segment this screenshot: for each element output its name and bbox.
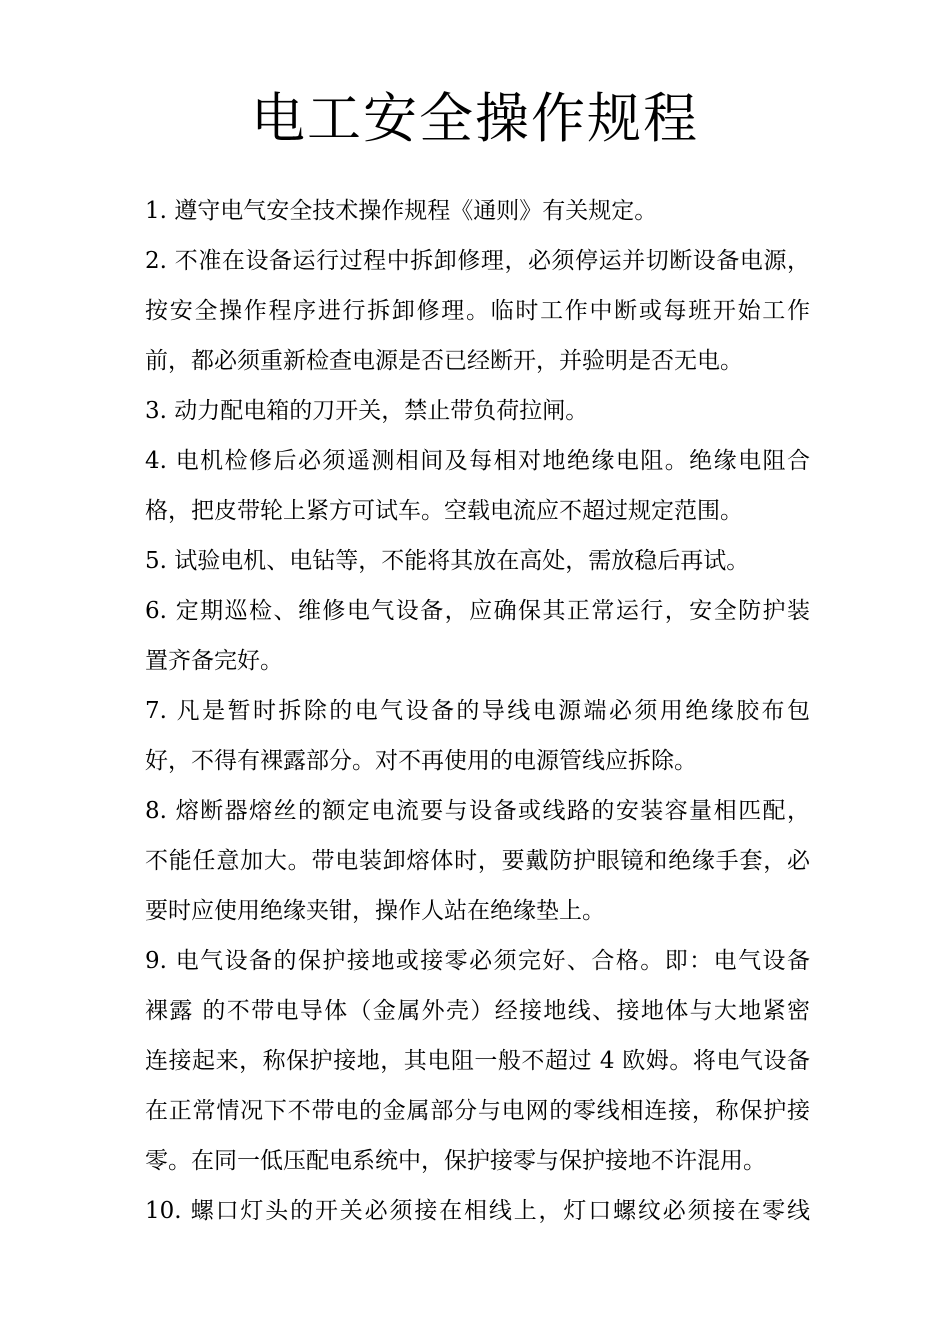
text-line: 7. 凡是暂时拆除的电气设备的导线电源端必须用绝缘胶布包 bbox=[145, 698, 810, 724]
text-line: 1. 遵守电气安全技术操作规程《通则》有关规定。 bbox=[145, 198, 658, 224]
text-line: 9. 电气设备的保护接地或接零必须完好、合格。即：电气设备 bbox=[145, 948, 810, 974]
text-line: 要时应使用绝缘夹钳，操作人站在绝缘垫上。 bbox=[145, 898, 605, 924]
text-line: 2. 不准在设备运行过程中拆卸修理，必须停运并切断设备电源， bbox=[145, 248, 810, 274]
text-line: 裸露 的不带电导体（金属外壳）经接地线、接地体与大地紧密 bbox=[145, 998, 810, 1024]
text-line: 格，把皮带轮上紧方可试车。空载电流应不超过规定范围。 bbox=[145, 498, 743, 524]
text-line: 好，不得有裸露部分。对不再使用的电源管线应拆除。 bbox=[145, 748, 697, 774]
text-line: 6. 定期巡检、维修电气设备，应确保其正常运行，安全防护装 bbox=[145, 598, 810, 624]
text-line: 不能任意加大。带电装卸熔体时，要戴防护眼镜和绝缘手套，必 bbox=[145, 848, 810, 874]
text-line: 置齐备完好。 bbox=[145, 648, 283, 674]
text-line: 8. 熔断器熔丝的额定电流要与设备或线路的安装容量相匹配， bbox=[145, 798, 810, 824]
text-line: 在正常情况下不带电的金属部分与电网的零线相连接，称保护接 bbox=[145, 1098, 810, 1124]
text-line: 4. 电机检修后必须遥测相间及每相对地绝缘电阻。绝缘电阻合 bbox=[145, 448, 810, 474]
text-line: 零。在同一低压配电系统中，保护接零与保护接地不许混用。 bbox=[145, 1148, 766, 1174]
text-line: 3. 动力配电箱的刀开关，禁止带负荷拉闸。 bbox=[145, 398, 589, 424]
text-line: 连接起来，称保护接地，其电阻一般不超过 4 欧姆。将电气设备 bbox=[145, 1048, 810, 1074]
text-line: 按安全操作程序进行拆卸修理。临时工作中断或每班开始工作 bbox=[145, 298, 810, 324]
document-body bbox=[145, 186, 810, 1236]
text-line: 前，都必须重新检查电源是否已经断开，并验明是否无电。 bbox=[145, 348, 743, 374]
document-title: 电工安全操作规程 bbox=[251, 87, 699, 150]
text-line: 10. 螺口灯头的开关必须接在相线上，灯口螺纹必须接在零线 bbox=[145, 1198, 810, 1224]
text-line: 5. 试验电机、电钻等，不能将其放在高处，需放稳后再试。 bbox=[145, 548, 750, 574]
